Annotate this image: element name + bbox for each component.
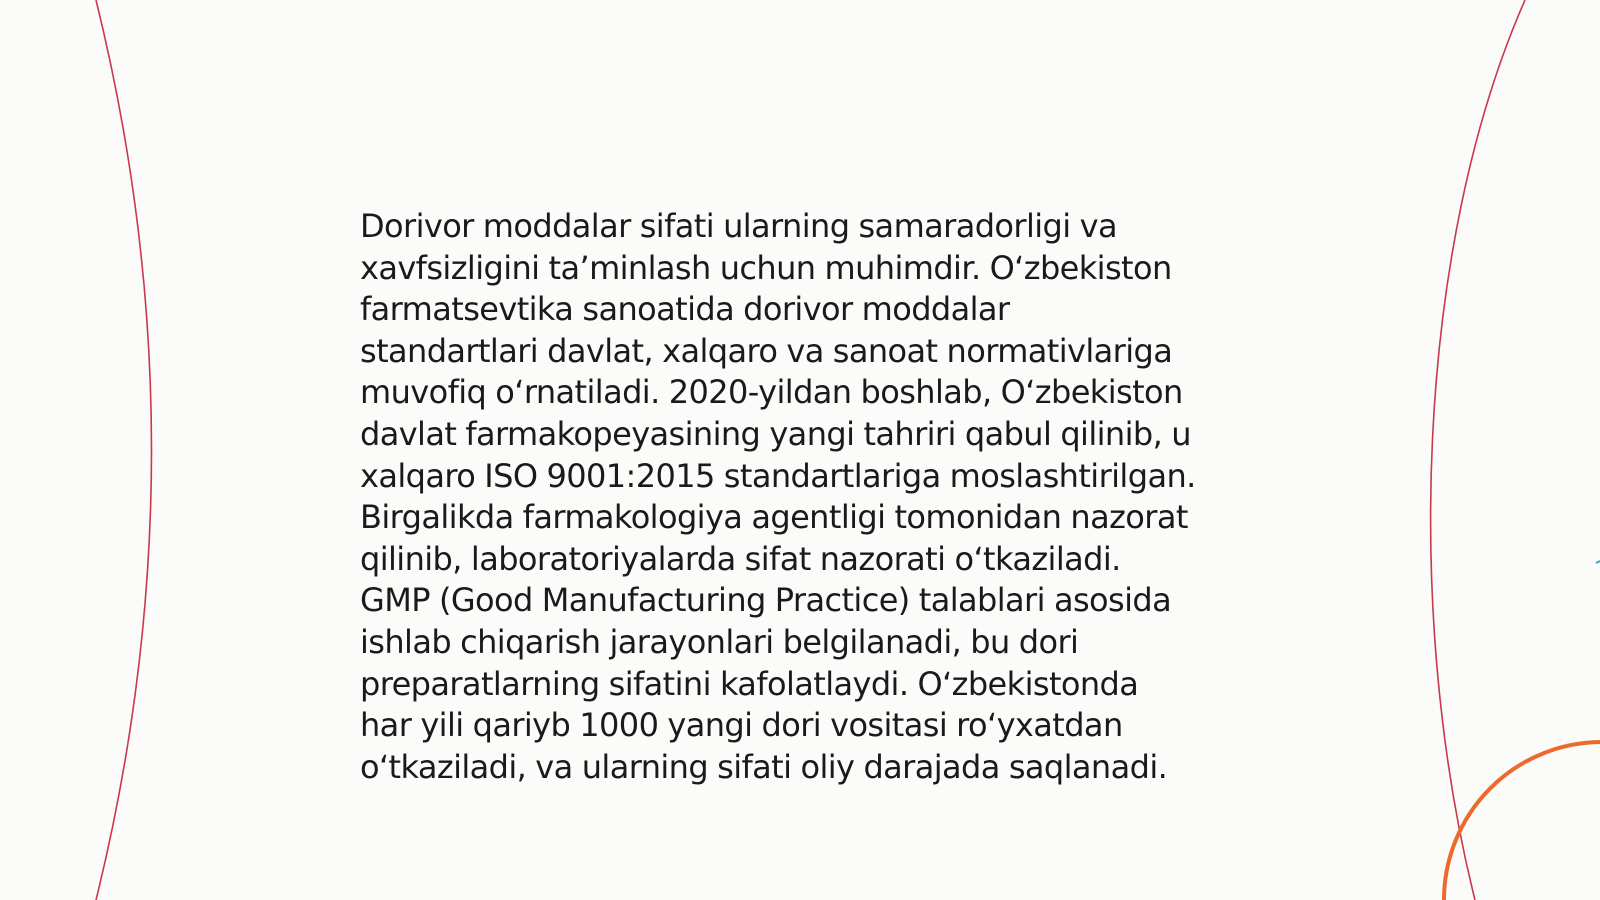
right-red-curve bbox=[1431, 0, 1525, 900]
paragraph-line-6: davlat farmakopeyasining yangi tahriri qabul qilinib, u bbox=[360, 414, 1191, 453]
teal-accent-mark bbox=[1596, 561, 1600, 563]
paragraph-line-5: muvofiq o‘rnatiladi. 2020-yildan boshlab, O‘zbekiston bbox=[360, 373, 1183, 412]
paragraph-line-8: Birgalikda farmakologiya agentligi tomonidan nazorat bbox=[360, 498, 1188, 537]
left-red-curve bbox=[96, 0, 152, 900]
paragraph-line-13: har yili qariyb 1000 yangi dori vositasi ro‘yxatdan bbox=[360, 706, 1123, 745]
paragraph-line-1: Dorivor moddalar sifati ularning samaradorligi va bbox=[360, 207, 1117, 245]
paragraph-line-9: qilinib, laboratoriyalarda sifat nazorati o‘tkaziladi. bbox=[360, 539, 1121, 578]
paragraph-line-7: xalqaro ISO 9001:2015 standartlariga moslashtirilgan. bbox=[360, 456, 1196, 495]
orange-circle bbox=[1444, 742, 1600, 900]
paragraph-line-11: ishlab chiqarish jarayonlari belgilanadi, bu dori bbox=[360, 622, 1079, 661]
paragraph-line-4: standartlari davlat, xalqaro va sanoat normativlariga bbox=[360, 331, 1173, 370]
paragraph-line-14: o‘tkaziladi, va ularning sifati oliy darajada saqlanadi. bbox=[360, 747, 1168, 786]
body-paragraph bbox=[360, 206, 1260, 788]
paragraph-line-12: preparatlarning sifatini kafolatlaydi. O‘zbekistonda bbox=[360, 664, 1139, 703]
paragraph-line-10: GMP (Good Manufacturing Practice) talablari asosida bbox=[360, 581, 1172, 620]
paragraph-line-2: xavfsizligini ta’minlash uchun muhimdir. O‘zbekiston bbox=[360, 248, 1172, 287]
paragraph-line-3: farmatsevtika sanoatida dorivor moddalar bbox=[360, 290, 1010, 329]
